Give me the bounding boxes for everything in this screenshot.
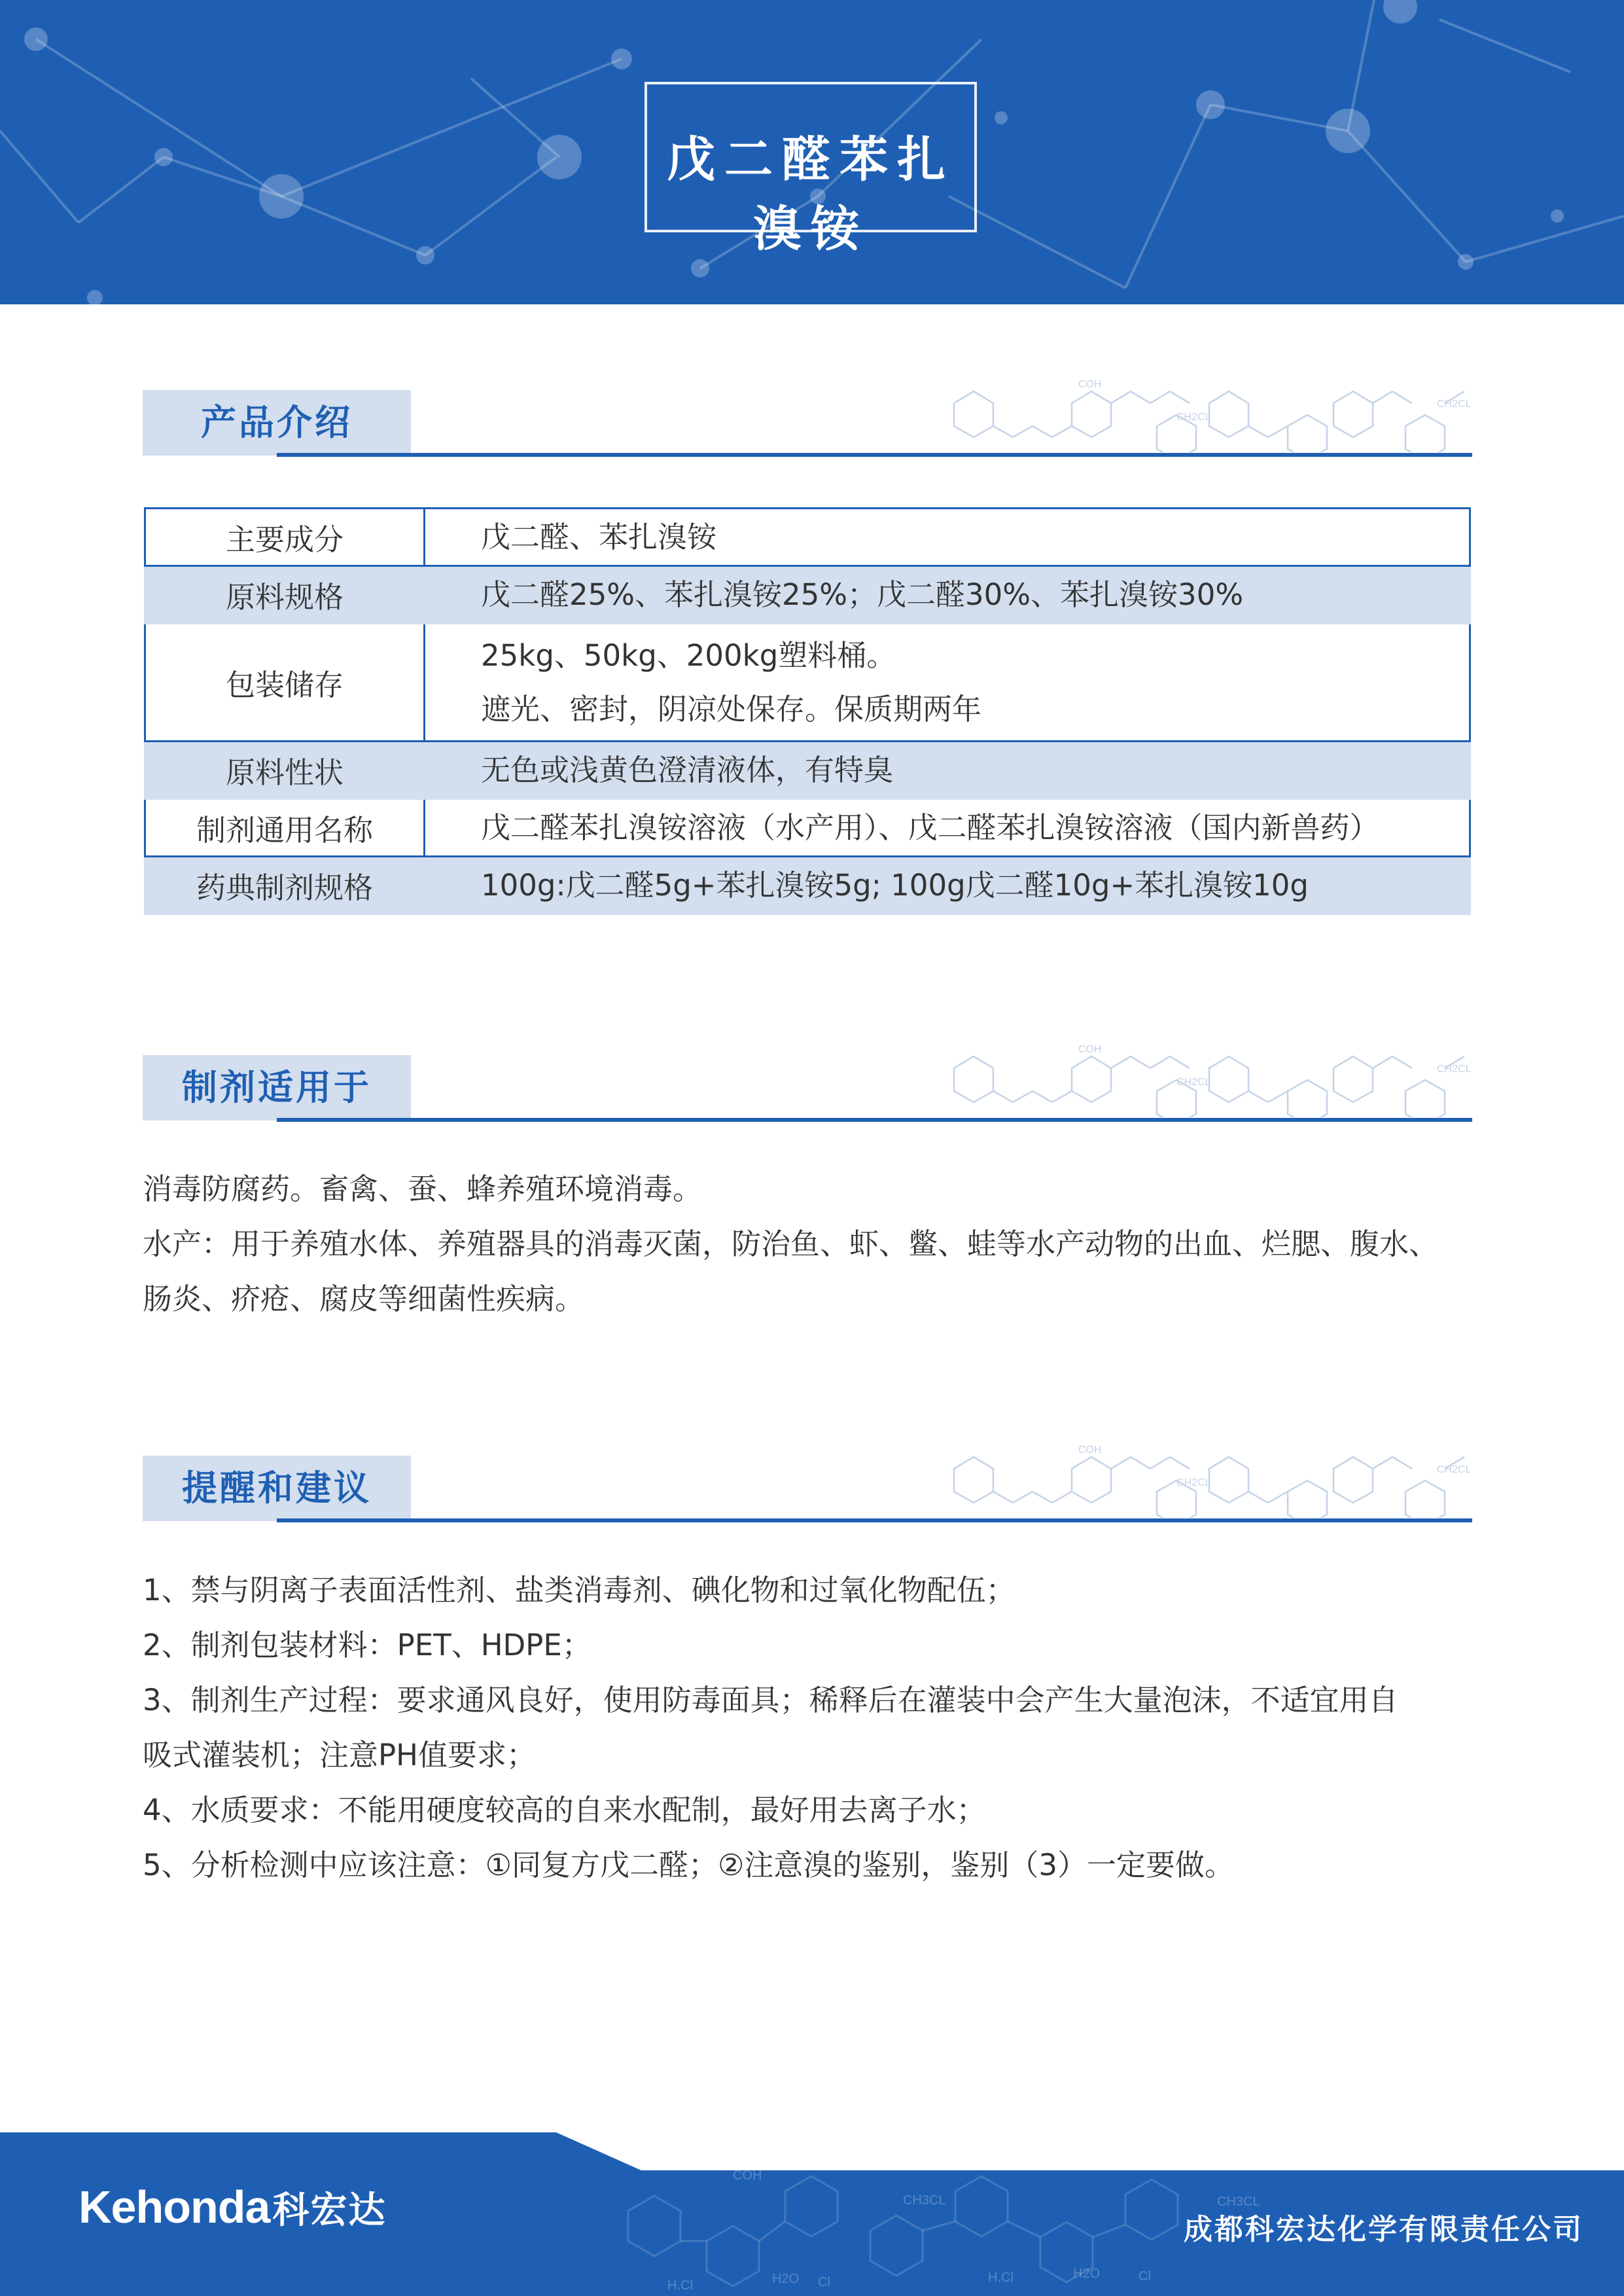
section-tag [143, 1456, 411, 1521]
kehonda-logo [79, 2181, 386, 2233]
table-row [145, 566, 1470, 624]
section-rule [277, 1518, 1472, 1522]
row-label: 制剂通用名称 [145, 799, 425, 857]
footer-chem-label: Cl [1139, 2269, 1151, 2284]
chem-label: COH [1078, 1444, 1102, 1456]
chem-label: CH2CL [1176, 1477, 1211, 1488]
footer-chem-label: Cl [818, 2275, 830, 2289]
row-value: 戊二醛苯扎溴铵溶液（水产用）、戊二醛苯扎溴铵溶液（国内新兽药） [425, 799, 1470, 857]
section-heading-advice [143, 1444, 1472, 1528]
advice-line: 5、分析检测中应该注意：①同复方戊二醛；②注意溴的鉴别，鉴别（3）一定要做。 [143, 1848, 1234, 1882]
section-tag [143, 1055, 411, 1121]
chem-label: CH2CL [1437, 399, 1472, 410]
footer-chem-label: CH3CL [903, 2193, 946, 2208]
row-label: 原料规格 [145, 566, 425, 624]
section-tag [143, 390, 411, 456]
footer-chem-label: H.Cl [667, 2278, 693, 2293]
chem-label: CH2CL [1437, 1464, 1472, 1475]
section-rule [277, 453, 1472, 457]
advice-line: 吸式灌装机；注意PH值要求； [143, 1738, 536, 1772]
advice-line: 4、水质要求：不能用硬度较高的自来水配制，最好用去离子水； [143, 1793, 986, 1827]
row-label: 主要成分 [145, 509, 425, 566]
advice-line: 1、禁与阴离子表面活性剂、盐类消毒剂、碘化物和过氧化物配伍； [143, 1573, 1015, 1607]
spec-table [144, 507, 1471, 915]
section-heading-intro [143, 379, 1472, 462]
footer-chem-label: CH3CL [1217, 2195, 1260, 2209]
row-label: 包装储存 [145, 624, 425, 742]
row-value: 无色或浅黄色澄清液体，有特臭 [425, 742, 1470, 799]
footer-chem-label: H2O [1073, 2267, 1101, 2281]
advice-paragraph [143, 1563, 1491, 1893]
section-title: 提醒和建议 [182, 1467, 372, 1509]
header-banner [0, 0, 1624, 304]
company-name: 成都科宏达化学有限责任公司 [1184, 2213, 1583, 2246]
chemical-structure-decoration [934, 1042, 1477, 1117]
table-row [145, 742, 1470, 799]
advice-line: 3、制剂生产过程：要求通风良好，使用防毒面具；稀释后在灌装中会产生大量泡沫，不适宜用自 [143, 1683, 1398, 1717]
section-rule [277, 1118, 1472, 1122]
row-value: 戊二醛、苯扎溴铵 [425, 509, 1470, 566]
table-row [145, 799, 1470, 857]
row-value: 100g:戊二醛5g+苯扎溴铵5g; 100g戊二醛10g+苯扎溴铵10g [425, 857, 1470, 914]
logo-chinese: 科宏达 [272, 2189, 387, 2231]
footer-chem-label: H.Cl [988, 2270, 1014, 2285]
section-heading-usage [143, 1044, 1472, 1127]
table-row [145, 624, 1470, 742]
usage-line: 消毒防腐药。畜禽、蚕、蜂养殖环境消毒。 [143, 1172, 703, 1206]
table-row [145, 509, 1470, 566]
chem-label: CH2CL [1437, 1064, 1472, 1075]
logo-latin: Kehonda [79, 2181, 270, 2233]
section-title: 制剂适用于 [182, 1067, 372, 1108]
usage-line: 水产：用于养殖水体、养殖器具的消毒灭菌，防治鱼、虾、鳖、蛙等水产动物的出血、烂腮、腹水、 [143, 1227, 1439, 1261]
row-label: 原料性状 [145, 742, 425, 799]
table-row [145, 857, 1470, 914]
footer-chem-label: COH [733, 2168, 762, 2183]
chem-label: CH2CL [1176, 412, 1211, 423]
usage-paragraph [143, 1162, 1491, 1327]
section-title: 产品介绍 [201, 402, 353, 443]
row-value: 戊二醛25%、苯扎溴铵25%；戊二醛30%、苯扎溴铵30% [425, 566, 1470, 624]
usage-line: 肠炎、疥疮、腐皮等细菌性疾病。 [143, 1282, 585, 1316]
chemical-structure-decoration [934, 1443, 1477, 1518]
row-value: 25kg、50kg、200kg塑料桶。 遮光、密封，阴凉处保存。保质期两年 [425, 624, 1470, 742]
row-label: 药典制剂规格 [145, 857, 425, 914]
chem-label: COH [1078, 1044, 1102, 1055]
chem-label: COH [1078, 379, 1102, 390]
footer-chem-label: H2O [772, 2272, 800, 2286]
advice-line: 2、制剂包装材料：PET、HDPE； [143, 1628, 591, 1662]
chem-label: CH2CL [1176, 1077, 1211, 1088]
chemical-structure-decoration [934, 377, 1477, 452]
page-title: 戊二醛苯扎溴铵 [667, 132, 955, 257]
